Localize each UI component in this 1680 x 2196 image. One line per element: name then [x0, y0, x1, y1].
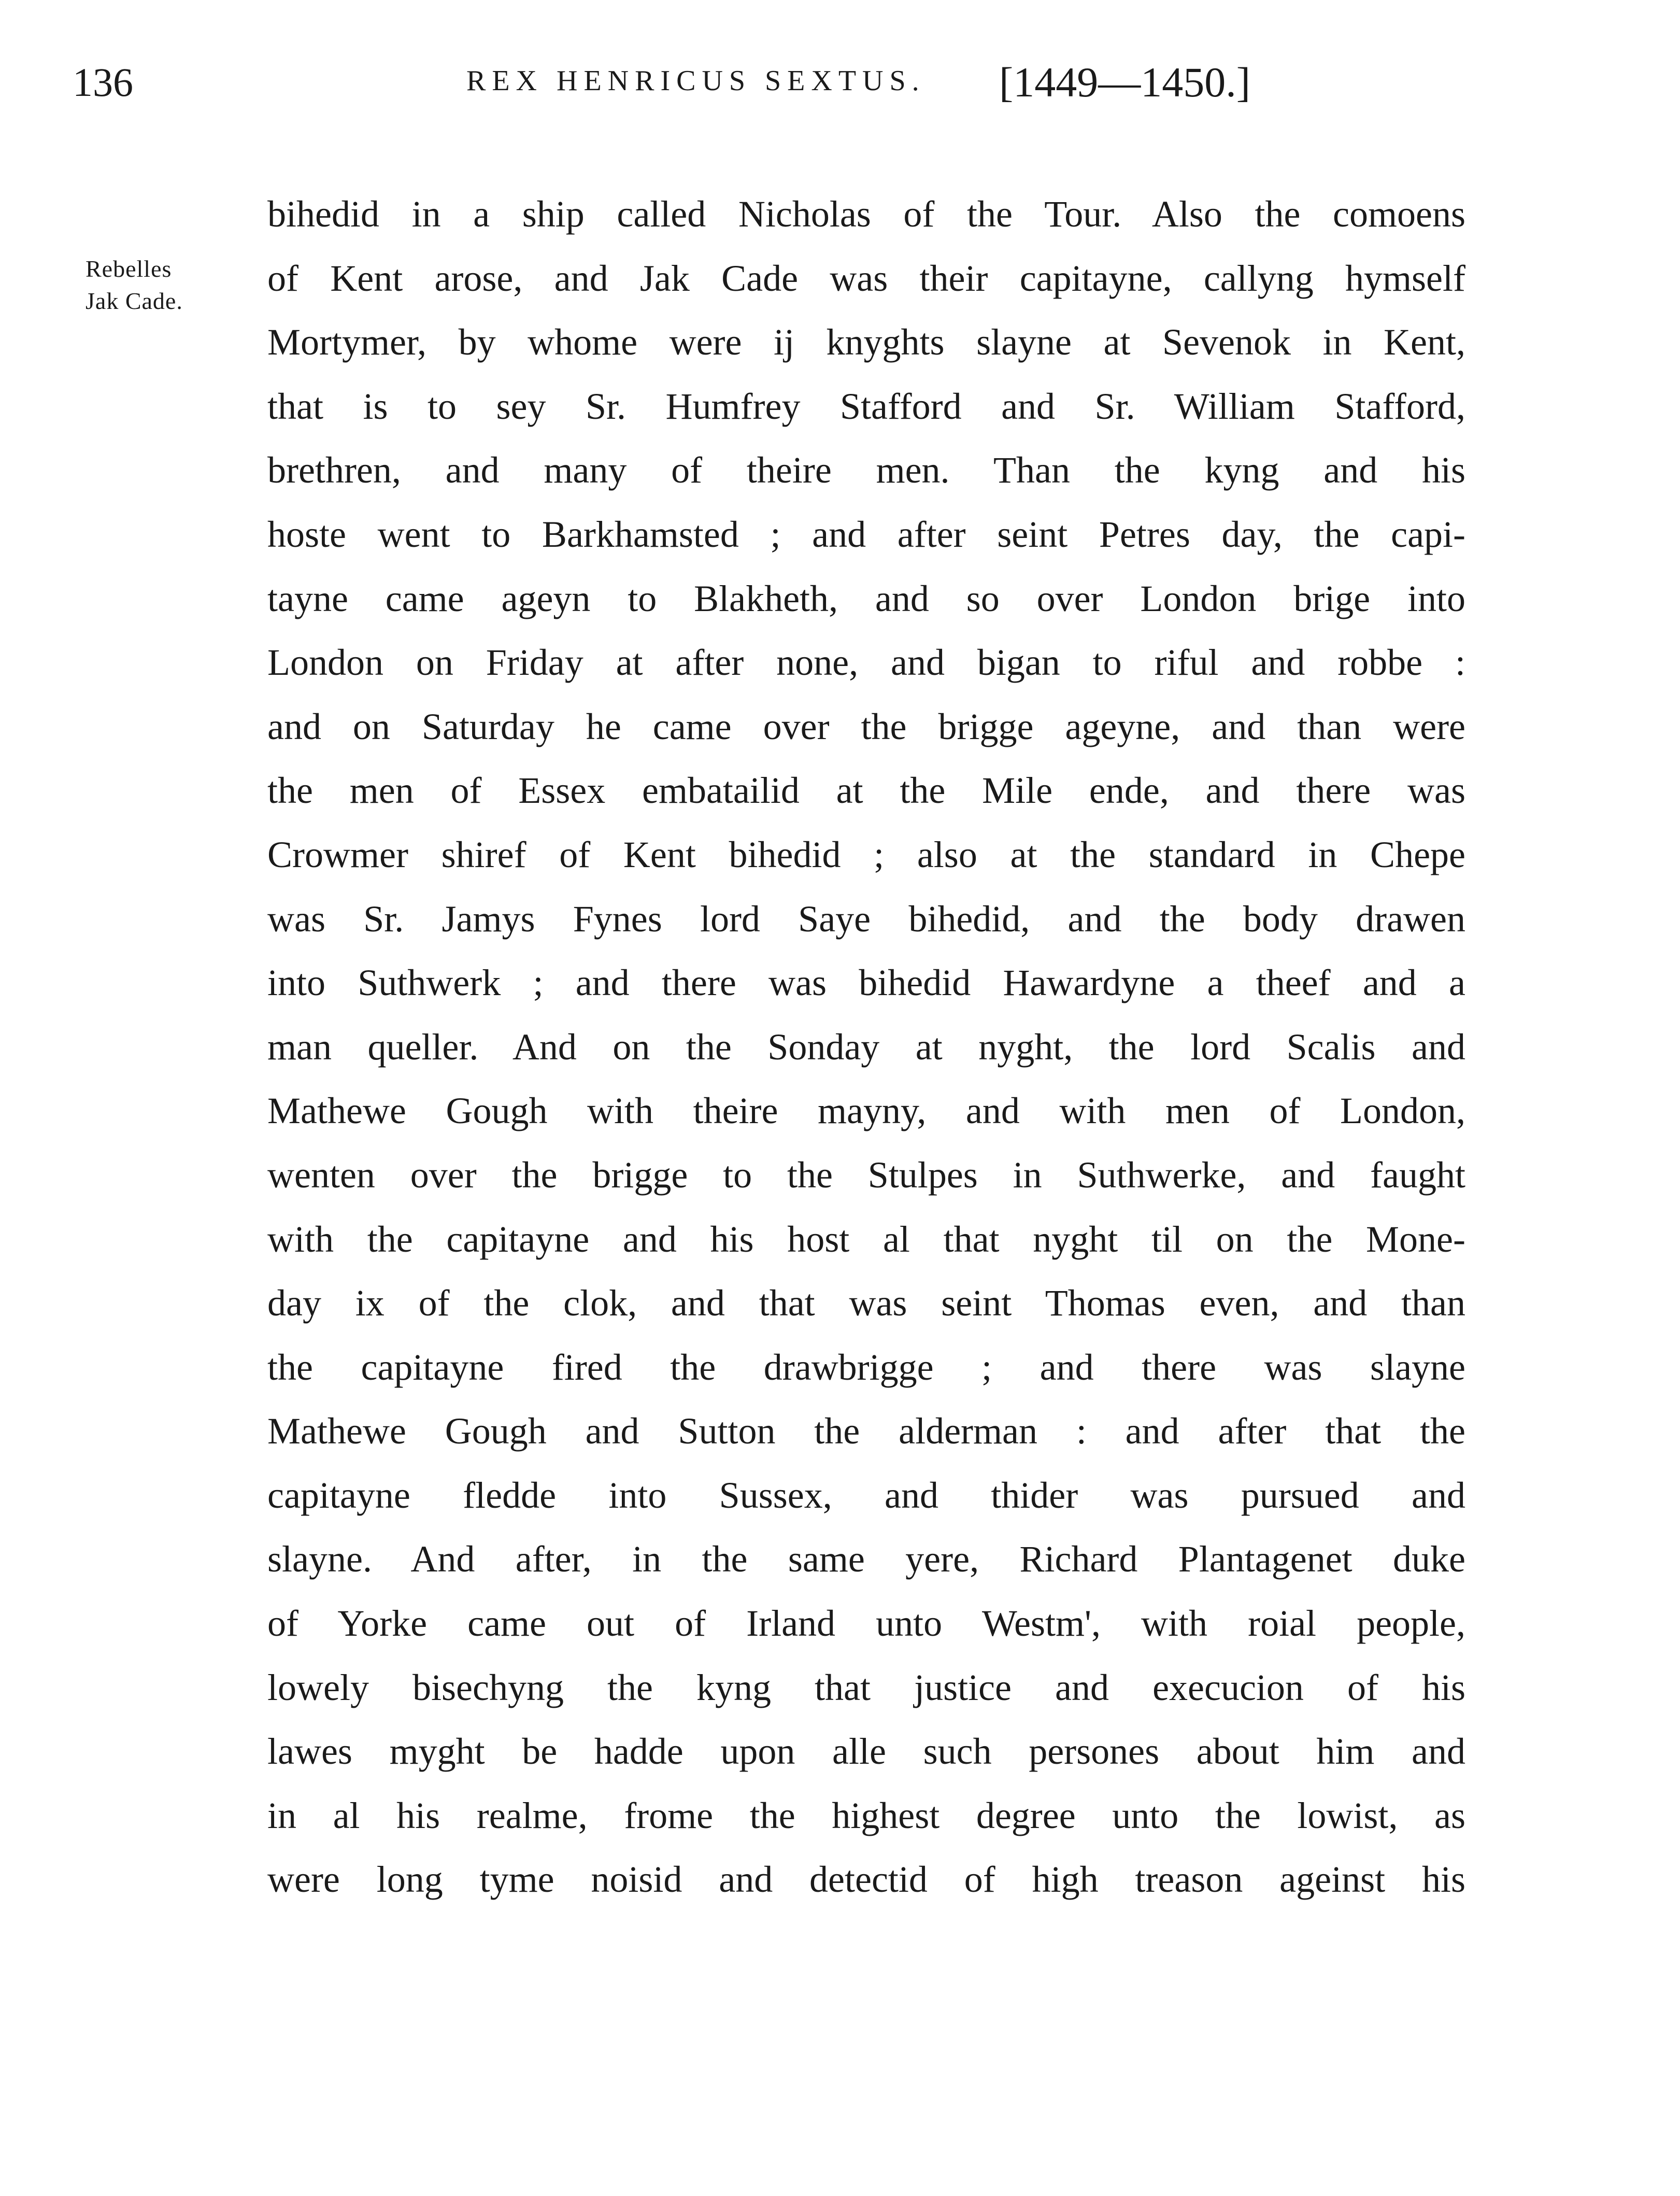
text-line: wenten over the brigge to the Stulpes in Suthwerke, and faught	[267, 1154, 1465, 1196]
text-line: were long tyme noisid and detectid of high treason ageinst his	[267, 1859, 1465, 1901]
text-line: Crowmer shiref of Kent bihedid ; also at the standard in Chepe	[267, 833, 1465, 875]
text-line: hoste went to Barkhamsted ; and after seint Petres day, the capi-	[267, 513, 1465, 555]
text-line: and on Saturday he came over the brigge ageyne, and than were	[267, 705, 1465, 747]
text-line: slayne. And after, in the same yere, Richard Plantagenet duke	[267, 1538, 1465, 1580]
text-line: lowely bisechyng the kyng that justice and execucion of his	[267, 1666, 1465, 1708]
text-line: Mortymer, by whome were ij knyghts slayne at Sevenok in Kent,	[267, 321, 1465, 363]
text-line: capitayne fledde into Sussex, and thider was pursued and	[267, 1474, 1465, 1516]
text-line: Mathewe Gough with theire mayny, and with men of London,	[267, 1090, 1465, 1132]
text-line: London on Friday at after none, and bigan to riful and robbe :	[267, 642, 1465, 684]
text-line: that is to sey Sr. Humfrey Stafford and Sr. William Stafford,	[267, 385, 1465, 427]
text-line: day ix of the clok, and that was seint Thomas even, and than	[267, 1282, 1465, 1324]
date-range: [1449—1450.]	[999, 59, 1251, 106]
text-line: man queller. And on the Sonday at nyght, the lord Scalis and	[267, 1026, 1465, 1068]
text-line: lawes myght be hadde upon alle such persones about him and	[267, 1731, 1465, 1773]
margin-note-line: Rebelles	[86, 256, 172, 282]
text-line: in al his realme, frome the highest degree unto the lowist, as	[267, 1794, 1465, 1836]
text-line: was Sr. Jamys Fynes lord Saye bihedid, and the body drawen	[267, 898, 1465, 940]
running-title: REX HENRICUS SEXTUS.	[466, 65, 926, 97]
text-line: brethren, and many of theire men. Than the kyng and his	[267, 449, 1465, 491]
text-line: with the capitayne and his host al that nyght til on the Mone-	[267, 1218, 1465, 1260]
page-number: 136	[73, 60, 133, 105]
text-line: tayne came ageyn to Blakheth, and so over London brige into	[267, 577, 1465, 619]
text-line: bihedid in a ship called Nicholas of the Tour. Also the comoens	[267, 193, 1465, 235]
text-line: the men of Essex embatailid at the Mile ende, and there was	[267, 770, 1465, 812]
text-line: Mathewe Gough and Sutton the alderman : and after that the	[267, 1410, 1465, 1452]
text-line: into Suthwerk ; and there was bihedid Hawardyne a theef and a	[267, 962, 1465, 1004]
text-line: the capitayne fired the drawbrigge ; and there was slayne	[267, 1346, 1465, 1388]
margin-note	[86, 253, 251, 317]
text-line: of Yorke came out of Irland unto Westm', with roial people,	[267, 1603, 1465, 1645]
text-line: of Kent arose, and Jak Cade was their capitayne, callyng hymself	[267, 257, 1465, 299]
body-text	[267, 182, 1465, 1912]
margin-note-line: Jak Cade.	[86, 288, 183, 314]
